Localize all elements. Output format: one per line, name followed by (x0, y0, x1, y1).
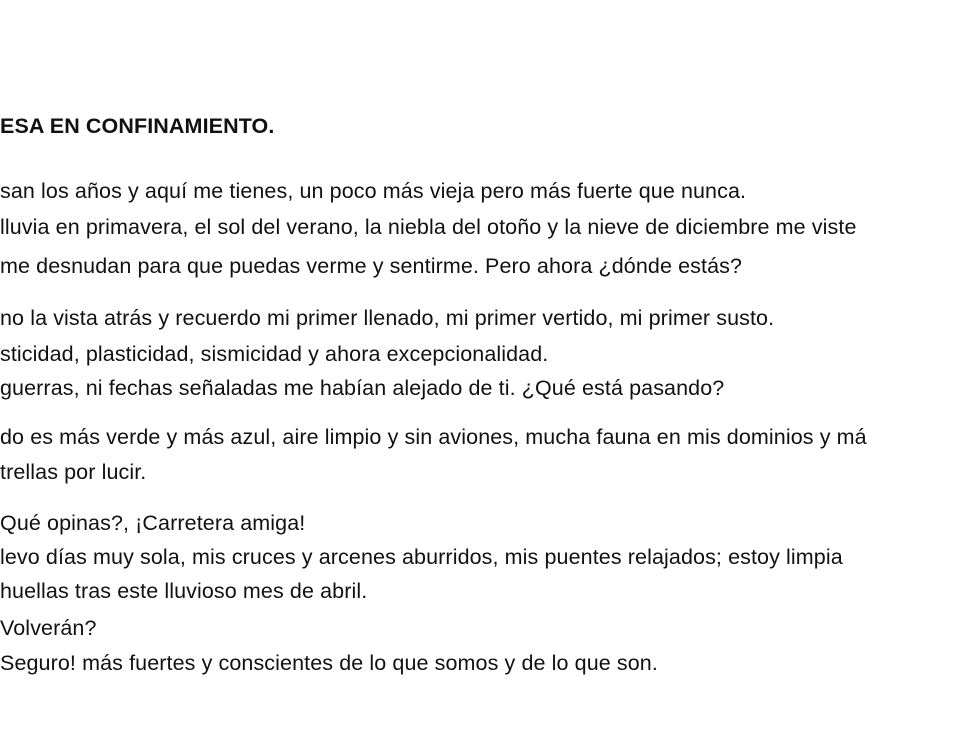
paragraph-line-13: Seguro! más fuertes y conscientes de lo que somos y de lo que son. (0, 651, 658, 675)
paragraph-line-11: huellas tras este lluvioso mes de abril. (0, 579, 368, 603)
paragraph-line-2: lluvia en primavera, el sol del verano, la niebla del otoño y la nieve de diciembre me viste (0, 215, 857, 239)
paragraph-line-1: san los años y aquí me tienes, un poco más vieja pero más fuerte que nunca. (0, 179, 747, 203)
paragraph-line-9: Qué opinas?, ¡Carretera amiga! (0, 511, 306, 535)
paragraph-line-6: guerras, ni fechas señaladas me habían alejado de ti. ¿Qué está pasando? (0, 376, 725, 400)
paragraph-line-10: levo días muy sola, mis cruces y arcenes aburridos, mis puentes relajados; estoy limpia (0, 545, 843, 569)
paragraph-line-8: trellas por lucir. (0, 460, 147, 484)
document-title: ESA EN CONFINAMIENTO. (0, 114, 275, 138)
paragraph-line-5: sticidad, plasticidad, sismicidad y ahora excepcionalidad. (0, 342, 549, 366)
paragraph-line-12: Volverán? (0, 616, 97, 640)
paragraph-line-7: do es más verde y más azul, aire limpio y sin aviones, mucha fauna en mis dominios y má (0, 425, 867, 449)
paragraph-line-4: no la vista atrás y recuerdo mi primer llenado, mi primer vertido, mi primer susto. (0, 306, 775, 330)
paragraph-line-3: me desnudan para que puedas verme y sentirme. Pero ahora ¿dónde estás? (0, 254, 743, 278)
